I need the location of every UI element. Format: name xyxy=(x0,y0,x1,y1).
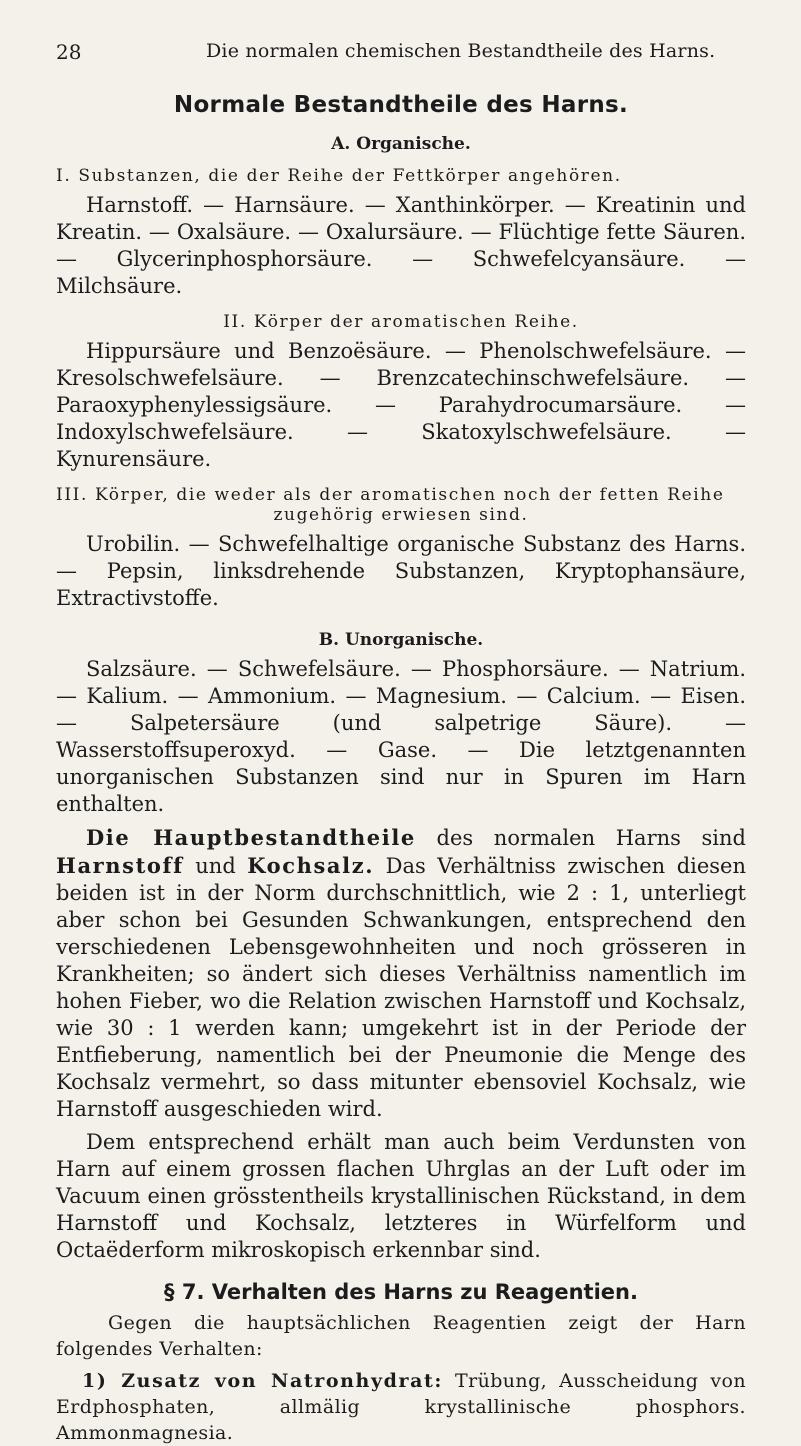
section-7-intro: Gegen die hauptsächlichen Reagentien zeigt der Harn folgendes Verhalten: xyxy=(56,1312,746,1360)
group-1-text: Harnstoff. — Harnsäure. — Xanthinkörper. — Kreatinin und Kreatin. — Oxalsäure. — Oxalursäure. — Flüchtige fette Säuren. — Glycerinphosphorsäure. — Schwefelcyansäure. — Milchsäure. xyxy=(56,193,746,298)
group-3-heading xyxy=(56,485,746,525)
chapter-title: Normale Bestandtheile des Harns. xyxy=(173,92,629,118)
p2-text-a: des normalen Harns sind xyxy=(415,826,746,850)
section-b-paragraph-2 xyxy=(56,824,746,1123)
group-2-text: Hippursäure und Benzoësäure. — Phenolschwefelsäure. — Kresolschwefelsäure. — Brenzcatechinschwefelsäure. — Paraoxyphenylessigsäure. — Parahydrocumarsäure. — Indoxylschwefelsäure. — Skatoxylschwefelsäure. — Kynurensäure. xyxy=(56,339,746,471)
p2-text-b: und xyxy=(183,854,248,878)
p2-text-rest: Das Verhältniss zwischen diesen beiden ist in der Norm durchschnittlich, wie 2 : 1, unterliegt aber schon bei Gesunden Schwankungen, entsprechend den verschiedenen Lebensgewohnheiten und noch grösseren in Krankheiten; so ändert sich dieses Verhältniss namentlich im hohen Fieber, wo die Relation zwischen Harnstoff und Kochsalz, wie 30 : 1 werden kann; umgekehrt ist in der Periode der Entfieberung, namentlich bei der Pneumonie die Menge des Kochsalz vermehrt, so dass mitunter ebensoviel Kochsalz, wie Harnstoff ausgeschieden wird. xyxy=(56,854,747,1121)
section-b-heading: B. Unorganische. xyxy=(318,630,484,650)
section-a-heading: A. Organische. xyxy=(331,134,471,154)
running-header xyxy=(56,28,745,68)
group-3-text: Urobilin. — Schwefelhaltige organische Substanz des Harns. — Pepsin, linksdrehende Substanzen, Kryptophansäure, Extractivstoffe. xyxy=(56,532,746,610)
section-b-paragraph-3: Dem entsprechend erhält man auch beim Verdunsten von Harn auf einem grossen flachen Uhrglas an der Luft oder im Vacuum einen grösstentheils krystallinischen Rückstand, in dem Harnstoff und Kochsalz, letzteres in Würfelform und Octaëderform mikroskopisch erkennbar sind. xyxy=(56,1130,746,1262)
group-3-heading-line2: zugehörig erwiesen sind. xyxy=(273,505,529,525)
running-title: Die normalen chemischen Bestandtheile des Harns. xyxy=(206,40,716,62)
group-1-heading: I. Substanzen, die der Reihe der Fettkörper angehören. xyxy=(56,166,622,186)
reagent-item-1-text: Trübung, Ausscheidung von Erdphosphaten, allmälig krystallinische phosphors. Ammonmagnesia. xyxy=(56,1370,746,1444)
group-3-heading-line1: III. Körper, die weder als der aromatischen noch der fetten Reihe xyxy=(56,485,725,505)
salt-term: Kochsalz. xyxy=(247,853,375,878)
urea-term: Harnstoff xyxy=(56,853,184,878)
section-7-heading: § 7. Verhalten des Harns zu Reagentien. xyxy=(164,1280,638,1304)
page-number: 28 xyxy=(56,40,82,64)
section-b-paragraph-1: Salzsäure. — Schwefelsäure. — Phosphorsäure. — Natrium. — Kalium. — Ammonium. — Magnesium. — Calcium. — Eisen. — Salpetersäure (und salpetrige Säure). — Wasserstoffsuperoxyd. — Gase. — Die letztgenannten unorganischen Substanzen sind nur in Spuren im Harn enthalten. xyxy=(56,657,746,816)
reagent-item-1 xyxy=(56,1368,746,1446)
reagent-item-1-lead: 1) Zusatz von Natronhydrat: xyxy=(82,1370,444,1392)
main-constituents-term: Die Hauptbestandtheile xyxy=(86,825,416,850)
group-2-heading: II. Körper der aromatischen Reihe. xyxy=(223,312,579,332)
page-content xyxy=(56,70,746,1446)
